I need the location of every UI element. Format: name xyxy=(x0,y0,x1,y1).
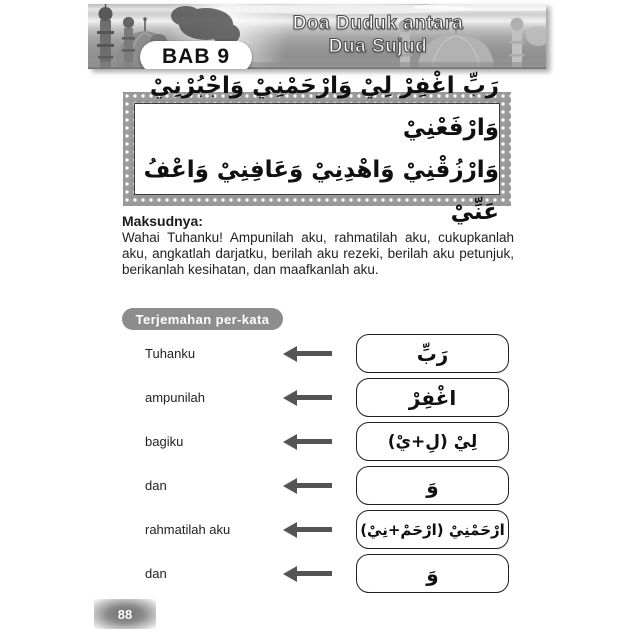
left-arrow-icon xyxy=(283,510,333,549)
dua-arabic-line2: وَارْزُقْنِيْ وَاهْدِنِيْ وَعَافِنِيْ وَاعْفُ عَنِّيْ xyxy=(143,157,499,225)
word-row xyxy=(122,422,512,461)
page-title-line1: Doa Duduk antara xyxy=(292,13,464,34)
word-row xyxy=(122,554,512,593)
page-title-line2: Dua Sujud xyxy=(328,36,428,57)
malay-word: bagiku xyxy=(145,434,184,449)
arabic-word-box: اغْفِرْ xyxy=(356,378,509,417)
left-arrow-icon xyxy=(283,466,333,505)
page-number: 88 xyxy=(94,599,156,629)
left-arrow-icon xyxy=(283,554,333,593)
word-row xyxy=(122,466,512,505)
arabic-word-box: رَبِّ xyxy=(356,334,509,373)
chapter-badge: BAB 9 xyxy=(140,41,252,69)
arabic-word-box: وَ xyxy=(356,466,509,505)
word-row xyxy=(122,510,512,549)
left-arrow-icon xyxy=(283,334,333,373)
word-row xyxy=(122,378,512,417)
left-arrow-icon xyxy=(283,422,333,461)
chapter-banner xyxy=(88,4,546,69)
page-title xyxy=(243,12,513,58)
malay-word: Tuhanku xyxy=(145,346,196,361)
meaning-text: Wahai Tuhanku! Ampunilah aku, rahmatilah aku, cukupkanlah aku, angkatlah darjatku, berilah aku rezeki, berilah aku petunjuk, berikanlah kesihatan, dan maafkanlah aku. xyxy=(122,230,514,277)
arabic-word-box: ارْحَمْنِيْ (ارْحَمْ+نِيْ) xyxy=(356,510,509,549)
left-arrow-icon xyxy=(283,378,333,417)
malay-word: rahmatilah aku xyxy=(145,522,231,537)
malay-word: dan xyxy=(145,566,167,581)
word-row xyxy=(122,334,512,373)
arabic-word-box: لِيْ (لِ+يْ) xyxy=(356,422,509,461)
malay-word: dan xyxy=(145,478,167,493)
meaning-label: Maksudnya: xyxy=(122,213,203,229)
word-translation-heading: Terjemahan per-kata xyxy=(122,308,283,330)
dua-arabic-line1: رَبِّ اغْفِرْ لِيْ وَارْحَمْنِيْ وَاجْبُرْنِيْ وَارْفَعْنِيْ xyxy=(149,73,499,141)
trees-silhouette xyxy=(171,6,240,45)
arabic-word-box: وَ xyxy=(356,554,509,593)
malay-word: ampunilah xyxy=(145,390,205,405)
